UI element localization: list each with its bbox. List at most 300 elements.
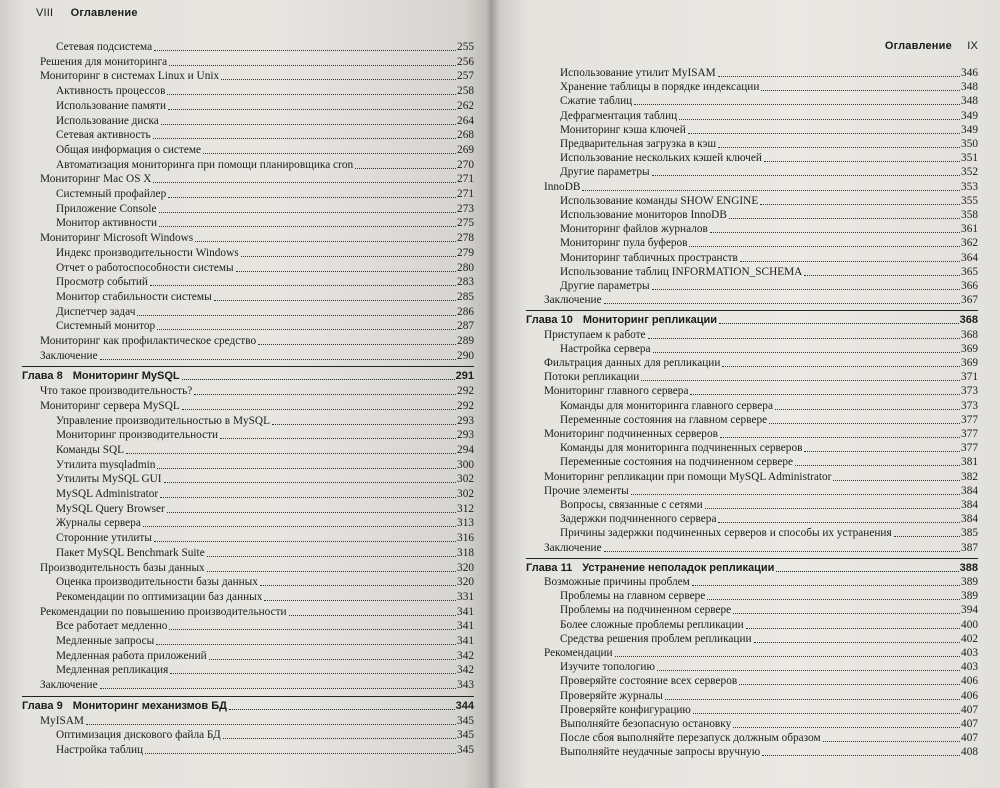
- left-page: [0, 0, 492, 788]
- dot-leader: [775, 409, 960, 410]
- entry-title: MyISAM: [40, 714, 84, 727]
- entry-page-number: 342: [457, 649, 474, 662]
- entry-page-number: 388: [959, 561, 978, 574]
- entry-title: Вопросы, связанные с сетями: [560, 499, 703, 511]
- left-page-number: VIII: [36, 7, 54, 19]
- toc-entry: [526, 94, 978, 108]
- right-running-header: [885, 40, 978, 52]
- toc-entry: [526, 194, 978, 208]
- entry-page-number: 262: [457, 99, 474, 112]
- toc-entry: [526, 356, 978, 370]
- toc-entry: [22, 428, 474, 442]
- entry-title: Настройка таблиц: [56, 743, 144, 756]
- toc-entry: [526, 660, 978, 674]
- entry-page-number: 318: [457, 546, 474, 559]
- dot-leader: [795, 465, 960, 466]
- toc-entry: [22, 443, 474, 457]
- entry-title: Оценка производительности базы данных: [56, 576, 258, 589]
- dot-leader: [604, 303, 960, 304]
- entry-page-number: 343: [457, 679, 474, 692]
- entry-page-number: 349: [961, 123, 978, 136]
- entry-page-number: 289: [457, 335, 474, 347]
- toc-entry: [526, 484, 978, 498]
- entry-page-number: 355: [961, 194, 978, 207]
- dot-leader: [648, 338, 961, 339]
- dot-leader: [894, 536, 960, 537]
- toc-entry: [22, 172, 474, 186]
- toc-entry: [526, 384, 978, 398]
- dot-leader: [203, 153, 456, 154]
- toc-entry: [22, 334, 474, 348]
- entry-title: Команды SQL: [56, 443, 125, 456]
- entry-title: Использование памяти: [56, 99, 167, 112]
- entry-page-number: 373: [961, 399, 978, 412]
- entry-title: Проблемы на главном сервере: [560, 590, 706, 603]
- dot-leader: [693, 713, 960, 714]
- dot-leader: [776, 571, 958, 572]
- entry-title: Заключение: [544, 541, 602, 554]
- toc-entry: [526, 441, 978, 455]
- entry-title: Мониторинг производительности: [56, 429, 219, 442]
- toc-entry: [526, 646, 978, 660]
- entry-title: Проверяйте журналы: [560, 689, 663, 702]
- dot-leader: [260, 585, 456, 586]
- entry-title: После сбоя выполняйте перезапуск должным образом: [560, 732, 821, 745]
- entry-page-number: 341: [457, 620, 474, 633]
- entry-title: Мониторинг табличных пространств: [560, 251, 738, 264]
- entry-page-number: 270: [457, 158, 474, 171]
- entry-title: Диспетчер задач: [56, 305, 136, 318]
- toc-entry: [526, 526, 978, 540]
- dot-leader: [804, 275, 960, 276]
- toc-entry: [526, 603, 978, 617]
- entry-title: InnoDB: [544, 180, 581, 193]
- entry-title: Настройка сервера: [560, 342, 651, 355]
- toc-entry: [22, 69, 474, 83]
- entry-title: Заключение: [40, 679, 98, 692]
- entry-page-number: 362: [961, 237, 978, 250]
- entry-title: Системный профайлер: [56, 188, 167, 200]
- entry-page-number: 407: [961, 703, 978, 716]
- dot-leader: [223, 738, 456, 739]
- dot-leader: [760, 204, 960, 205]
- entry-page-number: 377: [961, 442, 978, 455]
- toc-entry: [526, 674, 978, 688]
- toc-entry: [526, 717, 978, 731]
- entry-title: Предварительная загрузка в кэш: [560, 138, 717, 150]
- dot-leader: [679, 119, 960, 120]
- entry-page-number: 384: [961, 484, 978, 497]
- entry-title: Оптимизация дискового файла БД: [56, 729, 221, 742]
- entry-page-number: 407: [961, 718, 978, 730]
- entry-page-number: 264: [457, 114, 474, 127]
- entry-page-number: 292: [457, 399, 474, 412]
- entry-page-number: 368: [959, 314, 978, 327]
- entry-page-number: 394: [961, 604, 978, 617]
- dot-leader: [154, 541, 456, 542]
- entry-page-number: 384: [961, 513, 978, 526]
- toc-entry: [22, 487, 474, 501]
- chapter-number: Глава 10: [526, 314, 573, 327]
- toc-entry: [22, 649, 474, 663]
- entry-title: Использование мониторов InnoDB: [560, 209, 727, 221]
- entry-title: Переменные состояния на главном сервере: [560, 413, 768, 426]
- toc-entry: [526, 293, 978, 307]
- entry-title: Монитор стабильности системы: [56, 290, 212, 303]
- dot-leader: [159, 212, 457, 213]
- dot-leader: [156, 644, 456, 645]
- entry-page-number: 341: [457, 635, 474, 647]
- dot-leader: [746, 628, 960, 629]
- dot-leader: [220, 438, 456, 439]
- toc-entry: [526, 618, 978, 632]
- toc-entry: [526, 399, 978, 413]
- entry-page-number: 381: [961, 456, 978, 469]
- dot-leader: [665, 699, 960, 700]
- entry-page-number: 302: [457, 488, 474, 500]
- toc-entry: [22, 384, 474, 398]
- left-header-title: Оглавление: [70, 7, 138, 19]
- entry-page-number: 382: [961, 470, 978, 483]
- entry-page-number: 385: [961, 527, 978, 540]
- entry-title: Другие параметры: [560, 166, 650, 179]
- dot-leader: [823, 741, 960, 742]
- toc-entry: [22, 575, 474, 589]
- toc-entry: [526, 455, 978, 469]
- right-header-title: Оглавление: [884, 40, 952, 52]
- dot-leader: [652, 289, 960, 290]
- chapter-number: Глава 8: [22, 370, 63, 383]
- entry-title: Проверяйте конфигурацию: [560, 703, 691, 716]
- dot-leader: [604, 551, 960, 552]
- entry-title: Средства решения проблем репликации: [560, 632, 752, 645]
- dot-leader: [182, 409, 456, 410]
- entry-page-number: 269: [457, 143, 474, 156]
- entry-title: Приложение Console: [56, 202, 157, 215]
- entry-title: Выполняйте безопасную остановку: [560, 718, 732, 730]
- toc-entry: [22, 531, 474, 545]
- entry-title: Возможные причины проблем: [544, 576, 690, 588]
- dot-leader: [692, 585, 960, 586]
- toc-entry: [22, 619, 474, 633]
- toc-entry: [22, 590, 474, 604]
- dot-leader: [207, 556, 456, 557]
- toc-entry: [22, 349, 474, 363]
- entry-page-number: 271: [457, 188, 474, 200]
- toc-entry: [22, 261, 474, 275]
- toc-entry: [22, 114, 474, 128]
- entry-page-number: 402: [961, 632, 978, 645]
- dot-leader: [145, 753, 456, 754]
- toc-entry: [22, 634, 474, 648]
- entry-page-number: 353: [961, 180, 978, 193]
- entry-title: Мониторинг сервера MySQL: [40, 399, 180, 412]
- toc-entry: [22, 743, 474, 757]
- entry-title: Утилиты MySQL GUI: [56, 473, 162, 486]
- dot-leader: [100, 359, 456, 360]
- toc-entry: [22, 55, 474, 69]
- dot-leader: [143, 526, 456, 527]
- dot-leader: [729, 218, 960, 219]
- entry-page-number: 300: [457, 458, 474, 471]
- dot-leader: [804, 451, 960, 452]
- toc-entry: [526, 689, 978, 703]
- toc-entry: [526, 180, 978, 194]
- entry-title: Хранение таблицы в порядке индексации: [560, 81, 760, 94]
- dot-leader: [833, 480, 960, 481]
- entry-page-number: 286: [457, 305, 474, 318]
- right-toc-list: [526, 66, 978, 786]
- entry-page-number: 387: [961, 541, 978, 554]
- dot-leader: [150, 285, 456, 286]
- toc-entry: [526, 470, 978, 484]
- dot-leader: [657, 670, 960, 671]
- toc-entry: [22, 605, 474, 619]
- entry-title: Другие параметры: [560, 280, 650, 292]
- dot-leader: [126, 453, 456, 454]
- entry-title: Мониторинг репликации: [582, 314, 717, 327]
- toc-entry: [22, 275, 474, 289]
- entry-title: Фильтрация данных для репликации: [544, 357, 721, 369]
- dot-leader: [289, 615, 456, 616]
- entry-title: Сетевая подсистема: [56, 41, 153, 53]
- toc-entry: [22, 231, 474, 245]
- dot-leader: [168, 197, 456, 198]
- entry-page-number: 400: [961, 618, 978, 631]
- entry-page-number: 403: [961, 647, 978, 659]
- entry-title: Проблемы на подчиненном сервере: [560, 604, 732, 617]
- entry-page-number: 342: [457, 664, 474, 677]
- chapter-heading: [22, 366, 474, 383]
- dot-leader: [615, 656, 960, 657]
- entry-page-number: 373: [961, 385, 978, 398]
- toc-entry: [22, 202, 474, 216]
- toc-entry: [22, 714, 474, 728]
- entry-page-number: 365: [961, 265, 978, 278]
- dot-leader: [195, 241, 456, 242]
- toc-entry: [22, 516, 474, 530]
- dot-leader: [221, 79, 456, 80]
- toc-entry: [22, 290, 474, 304]
- entry-title: Заключение: [544, 294, 602, 307]
- entry-page-number: 358: [961, 209, 978, 221]
- toc-entry: [526, 512, 978, 526]
- dot-leader: [137, 315, 456, 316]
- entry-page-number: 403: [961, 661, 978, 674]
- entry-page-number: 331: [457, 590, 474, 603]
- toc-entry: [526, 342, 978, 356]
- entry-title: Мониторинг файлов журналов: [560, 223, 708, 236]
- toc-entry: [526, 413, 978, 427]
- dot-leader: [272, 424, 456, 425]
- entry-title: Причины задержки подчиненных серверов и способы их устранения: [560, 527, 892, 540]
- entry-title: MySQL Administrator: [56, 488, 159, 500]
- entry-page-number: 349: [961, 109, 978, 122]
- entry-title: Команды для мониторинга главного сервера: [560, 399, 773, 412]
- dot-leader: [355, 168, 456, 169]
- toc-entry: [22, 561, 474, 575]
- toc-entry: [526, 541, 978, 555]
- entry-page-number: 406: [961, 689, 978, 702]
- dot-leader: [733, 727, 960, 728]
- entry-title: Дефрагментация таблиц: [560, 109, 678, 122]
- entry-title: Сторонние утилиты: [56, 532, 152, 545]
- dot-leader: [161, 124, 456, 125]
- entry-page-number: 258: [457, 85, 474, 98]
- dot-leader: [733, 613, 960, 614]
- entry-title: Системный монитор: [56, 320, 156, 333]
- entry-page-number: 389: [961, 590, 978, 603]
- toc-entry: [526, 80, 978, 94]
- toc-entry: [526, 123, 978, 137]
- entry-title: Использование команды SHOW ENGINE: [560, 194, 759, 207]
- toc-entry: [22, 414, 474, 428]
- dot-leader: [720, 437, 960, 438]
- entry-title: Выполняйте неудачные запросы вручную: [560, 746, 761, 759]
- dot-leader: [689, 246, 960, 247]
- entry-page-number: 406: [961, 675, 978, 688]
- toc-entry: [526, 251, 978, 265]
- entry-page-number: 367: [961, 294, 978, 307]
- entry-page-number: 384: [961, 499, 978, 511]
- left-toc-list: [22, 40, 474, 786]
- toc-entry: [526, 731, 978, 745]
- toc-entry: [526, 222, 978, 236]
- dot-leader: [718, 76, 960, 77]
- dot-leader: [688, 133, 960, 134]
- dot-leader: [707, 599, 960, 600]
- entry-page-number: 369: [961, 342, 978, 355]
- entry-page-number: 364: [961, 251, 978, 264]
- entry-page-number: 278: [457, 232, 474, 245]
- entry-title: Заключение: [40, 349, 98, 362]
- entry-title: Мониторинг репликации при помощи MySQL Administrator: [544, 470, 832, 483]
- chapter-heading: [22, 696, 474, 713]
- entry-title: Мониторинг в системах Linux и Unix: [40, 70, 220, 83]
- entry-title: Медленные запросы: [56, 635, 155, 647]
- entry-title: Управление производительностью в MySQL: [56, 414, 270, 427]
- toc-entry: [22, 99, 474, 113]
- entry-title: Отчет о работоспособности системы: [56, 261, 234, 274]
- dot-leader: [182, 379, 455, 380]
- toc-entry: [526, 575, 978, 589]
- dot-leader: [719, 323, 959, 324]
- dot-leader: [705, 508, 960, 509]
- dot-leader: [653, 352, 961, 353]
- dot-leader: [718, 147, 960, 148]
- entry-title: Автоматизация мониторинга при помощи планировщика cron: [56, 158, 354, 171]
- toc-entry: [526, 236, 978, 250]
- entry-title: Мониторинг как профилактическое средство: [40, 335, 257, 347]
- toc-entry: [526, 427, 978, 441]
- dot-leader: [241, 256, 456, 257]
- toc-entry: [526, 165, 978, 179]
- dot-leader: [157, 468, 456, 469]
- entry-page-number: 352: [961, 166, 978, 179]
- toc-entry: [22, 502, 474, 516]
- entry-title: Медленная работа приложений: [56, 649, 207, 662]
- entry-title: Мониторинг Mac OS X: [40, 173, 152, 186]
- entry-page-number: 316: [457, 532, 474, 545]
- dot-leader: [740, 261, 960, 262]
- entry-page-number: 389: [961, 576, 978, 588]
- dot-leader: [214, 300, 456, 301]
- toc-entry: [22, 458, 474, 472]
- dot-leader: [153, 182, 456, 183]
- dot-leader: [690, 394, 960, 395]
- entry-page-number: 313: [457, 517, 474, 530]
- entry-title: Прочие элементы: [544, 484, 629, 497]
- chapter-number: Глава 9: [22, 699, 63, 712]
- entry-page-number: 275: [457, 217, 474, 230]
- entry-page-number: 345: [457, 743, 474, 756]
- dot-leader: [264, 600, 456, 601]
- dot-leader: [652, 175, 960, 176]
- entry-page-number: 292: [457, 385, 474, 398]
- entry-page-number: 293: [457, 429, 474, 442]
- entry-title: Мониторинг MySQL: [72, 370, 180, 383]
- entry-title: Устранение неполадок репликации: [582, 561, 775, 574]
- entry-page-number: 302: [457, 473, 474, 486]
- entry-title: Активность процессов: [56, 85, 166, 98]
- dot-leader: [722, 366, 960, 367]
- dot-leader: [164, 482, 457, 483]
- toc-entry: [526, 498, 978, 512]
- entry-page-number: 312: [457, 502, 474, 515]
- toc-entry: [526, 265, 978, 279]
- entry-title: Использование утилит MyISAM: [560, 67, 716, 79]
- toc-entry: [22, 678, 474, 692]
- toc-entry: [526, 208, 978, 222]
- entry-title: Все работает медленно: [56, 620, 168, 633]
- entry-page-number: 345: [457, 729, 474, 742]
- entry-page-number: 371: [961, 371, 978, 384]
- toc-entry: [22, 728, 474, 742]
- toc-entry: [22, 663, 474, 677]
- entry-page-number: 368: [961, 328, 978, 341]
- toc-entry: [526, 109, 978, 123]
- entry-title: Приступаем к работе: [544, 328, 646, 341]
- entry-title: Рекомендации: [544, 647, 613, 659]
- dot-leader: [229, 709, 455, 710]
- entry-page-number: 407: [961, 732, 978, 745]
- entry-page-number: 320: [457, 561, 474, 574]
- entry-title: Медленная репликация: [56, 664, 169, 677]
- entry-page-number: 279: [457, 246, 474, 259]
- dot-leader: [167, 94, 456, 95]
- dot-leader: [209, 659, 456, 660]
- entry-page-number: 348: [961, 81, 978, 94]
- left-running-header: [36, 7, 138, 19]
- entry-title: Сжатие таблиц: [560, 95, 633, 108]
- dot-leader: [764, 161, 960, 162]
- entry-title: MySQL Query Browser: [56, 502, 165, 515]
- entry-page-number: 268: [457, 129, 474, 142]
- dot-leader: [258, 344, 456, 345]
- entry-title: Решения для мониторинга: [40, 55, 168, 68]
- toc-entry: [22, 319, 474, 333]
- dot-leader: [100, 688, 456, 689]
- entry-page-number: 257: [457, 70, 474, 83]
- entry-page-number: 255: [457, 41, 474, 53]
- toc-entry: [526, 279, 978, 293]
- entry-title: Изучите топологию: [560, 661, 655, 674]
- entry-title: Использование диска: [56, 114, 159, 127]
- entry-page-number: 369: [961, 357, 978, 369]
- entry-title: Мониторинг Microsoft Windows: [40, 232, 194, 245]
- entry-title: Мониторинг пула буферов: [560, 237, 688, 250]
- dot-leader: [159, 226, 456, 227]
